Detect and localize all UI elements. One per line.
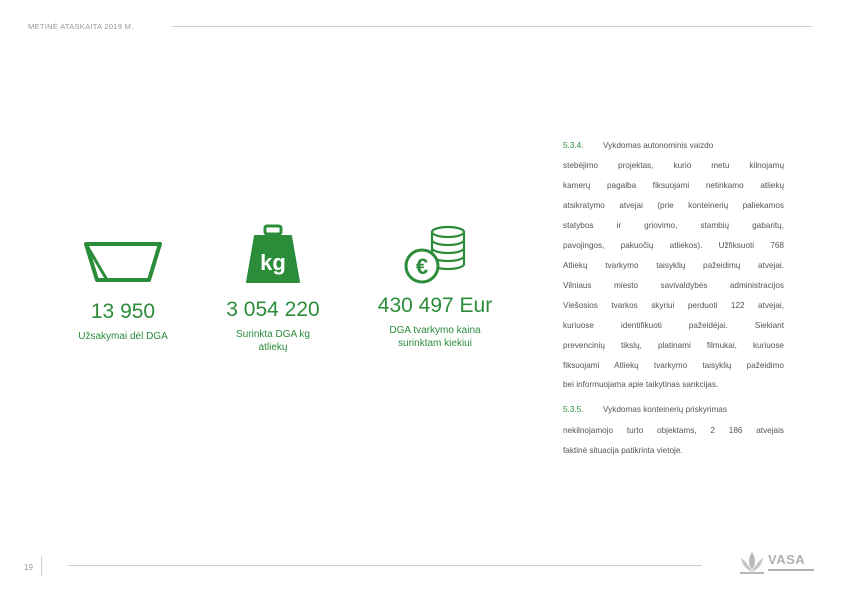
svg-text:€: € xyxy=(415,254,429,279)
paragraph-line: Atliekų tvarkymo taisyklių pažeidimų atvejai. xyxy=(563,261,784,270)
stat-value: 3 054 220 xyxy=(226,298,320,321)
vasa-logo-icon xyxy=(737,550,767,576)
stat-value: 430 497 Eur xyxy=(377,294,493,317)
section-534-heading xyxy=(563,141,713,150)
paragraph-line: bei informuojama apie taikytinas sankcijas. xyxy=(563,380,719,389)
paragraph-line: stebėjimo projektas, kurio metu kilnojamų xyxy=(563,161,784,170)
section-535-heading xyxy=(563,405,727,414)
stat-label: Surinkta DGA kg atliekų xyxy=(236,329,310,353)
dumpster-icon xyxy=(83,236,163,286)
header-title: METINĖ ATASKAITA 2019 M. xyxy=(28,22,134,31)
stat-label: DGA tvarkymo kaina surinktam kiekiui xyxy=(389,325,481,349)
paragraph-line: Viešosios tvarkos skyriui perduoti 122 atvejai, xyxy=(563,301,784,310)
svg-text:kg: kg xyxy=(260,250,286,275)
stat-collected-weight xyxy=(208,224,338,354)
section-first-line: Vykdomas autonominis vaizdo xyxy=(603,141,714,150)
section-number: 5.3.5. xyxy=(563,405,584,414)
paragraph-line: Vilniaus miesto savivaldybės administracijos xyxy=(563,281,784,290)
paragraph-line: faktinė situacija patikrinta vietoje. xyxy=(563,446,683,455)
section-first-line: Vykdomas konteinerių priskyrimas xyxy=(603,405,727,414)
page-number: 19 xyxy=(24,563,33,572)
paragraph-line: fiksuojami Atliekų tvarkymo taisyklių pažeidimo xyxy=(563,361,784,370)
paragraph-line: nekilnojamojo turto objektams, 2 186 atvejais xyxy=(563,426,784,435)
euro-coins-icon xyxy=(400,222,470,284)
paragraph-line: kuriuose identifikuoti pažeidėjai. Siekiant xyxy=(563,321,784,330)
paragraph-line: kamerų pagalba fiksuojami netinkamo atliekų xyxy=(563,181,784,190)
paragraph-line: statybos ir griovimo, stambių gabaritų, xyxy=(563,221,784,230)
footer-rule xyxy=(68,565,702,566)
paragraph-line: prevencinių tikslų, platinami filmukai, kuriuose xyxy=(563,341,784,350)
kg-weight-icon xyxy=(243,224,303,286)
stat-cost xyxy=(365,222,505,350)
footer-divider xyxy=(41,556,42,576)
paragraph-line: pavojingos, pakuočių atliekos). Užfiksuoti 768 xyxy=(563,241,784,250)
logo-underline xyxy=(768,569,814,571)
stat-orders xyxy=(58,236,188,343)
stat-value: 13 950 xyxy=(90,300,156,323)
header-divider xyxy=(172,26,812,27)
vasa-logo-text: VASA xyxy=(768,552,806,567)
paragraph-line: atsikratymo atvejai (prie konteinerių paliekamos xyxy=(563,201,784,210)
stat-label: Užsakymai dėl DGA xyxy=(78,331,168,342)
section-number: 5.3.4. xyxy=(563,141,584,150)
